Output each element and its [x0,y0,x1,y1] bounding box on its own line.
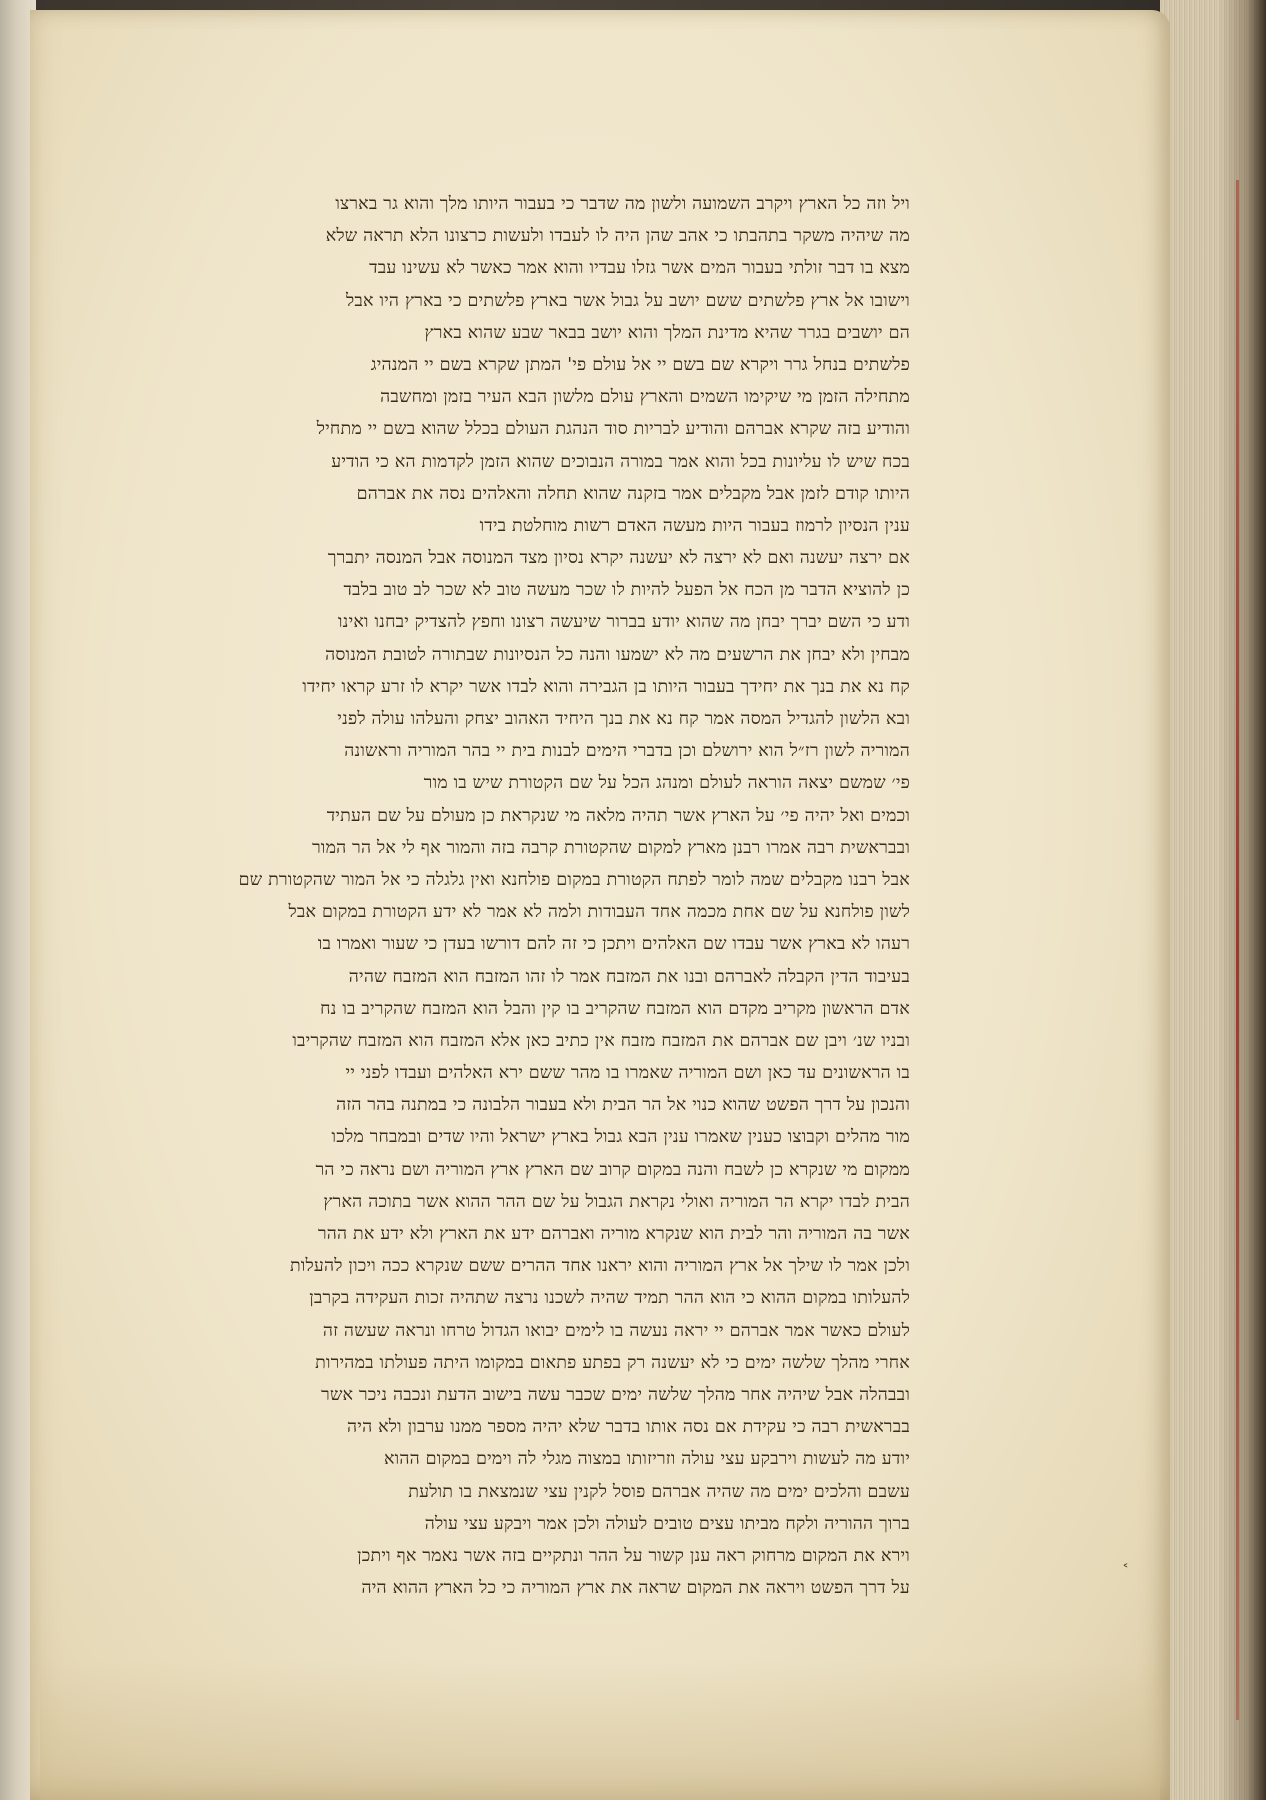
text-line: אבל רבנו מקבלים שמה לומר לפתח הקטורת במקום פולחנא ואין גלגלה כי אל המור שהקטורת שם [238,869,910,890]
text-line: בבראשית רבה כי עקידת אם נסה אותו בדבר שלא יהיה מספר ממנו ערבון ולא היה [347,1417,910,1438]
text-line: ובניו שנ׳ ויבן שם אברהם את המזבח מזבח אין כתיב כאן אלא המזבח הוא המזבח שהקריבו [292,1030,910,1051]
text-line: מצא בו דבר זולתי בעבור המים אשר גזלו עבדיו והוא אמר כאשר לא עשינו עבד [369,258,910,279]
text-line: המוריה לשון רז״ל הוא ירושלם וכן בדברי הימים לבנות בית יי בהר המוריה וראשונה [344,741,910,762]
text-line: לשון פולחנא על שם אחת מכמה אחד העבודות ולמה לא אמר לא ידע הקטורת במקום אבל [288,902,910,923]
text-line: מור מהלים וקבוצו כענין שאמרו ענין הבא גבול בארץ ישראל והיו שדים ובמבחר מלכו [331,1127,910,1148]
page-edges-shadow [1218,0,1266,1800]
text-line: וישובו אל ארץ פלשתים ששם יושב על גבול אשר בארץ פלשתים כי בארץ היו אבל [345,290,910,311]
text-line: והודיע בזה שקרא אברהם והודיע לבריות סוד הנהגת העולם בכלל שהוא בשם יי מתחיל [316,419,910,440]
text-line: אחרי מהלך שלשה ימים כי לא יעשנה רק בפתע פתאום במקומו היתה פעולתו במהירות [315,1352,910,1373]
text-line: היותו קודם לזמן אבל מקבלים אמר בזקנה שהוא תחלה והאלהים נסה את אברהם [356,483,910,504]
text-line: ויל וזה כל הארץ ויקרב השמועה ולשון מה שדבר כי בעבור היותו מלך והוא גר בארצו [335,194,910,214]
text-line: הם יושבים בגרר שהיא מדינת המלך והוא יושב בבאר שבע שהוא בארץ [424,322,910,343]
text-line: הבית לבדו יקרא הר המוריה ואולי נקראת הגבול על שם ההר ההוא אשר בתוכה הארץ [323,1191,910,1212]
text-line: וירא את המקום מרחוק ראה ענן קשור על ההר ונתקיים בזה אשר נאמר אף ויתכן [357,1545,910,1566]
text-line: רעהו לא בארץ אשר עבדו שם האלהים ויתכן כי זה להם דורשו בעדן כי שעור ואמרו בו [317,934,910,955]
text-line: אדם הראשון מקריב מקדם הוא המזבח שהקריב בו קין והבל הוא המזבח שהקריב בו נח [320,998,910,1019]
text-line: להעלותו במקום ההוא כי הוא ההר תמיד שהיה לשכנו נרצה שתהיה זכות העקידה בקרבן [309,1288,910,1309]
hebrew-text-block [180,188,910,1604]
text-line: לעולם כאשר אמר אברהם יי יראה נעשה בו לימים יבואו הגדול טרחו ונראה שעשה זה [322,1320,910,1341]
text-line: ולכן אמר לו שילך אל ארץ המוריה והוא יראנו אחד ההרים ששם שנקרא ככה ויכון להעלות [289,1256,910,1277]
text-line: ודע כי השם יברך יבחן מה שהוא יודע בברור שיעשה רצונו וחפץ להצדיק יבחנו ואינו [338,612,910,633]
text-line: ובבראשית רבה אמרו רבנן מארץ למקום שהקטורת קרבה בזה והמור אף לי אל הר המור [312,837,910,858]
text-line: עשבם והלכים ימים מה שהיה אברהם פוסל לקנין עצי שנמצאת בו תולעת [408,1481,910,1502]
text-line: והנכון על דרך הפשט שהוא כנוי אל הר הבית ולא בעבור הלבונה כי במתנה בהר הזה [336,1095,910,1116]
text-line: כן להוציא הדבר מן הכח אל הפעל להיות לו שכר מעשה טוב לא שכר לב טוב בלבד [343,580,910,601]
text-line: פי׳ שמשם יצאה הוראה לעולם ומנהג הכל על שם הקטורת שיש בו מור [423,773,910,794]
text-line: בכח שיש לו עליונות בכל והוא אמר במורה הנבוכים שהוא הזמן לקדמות הא כי הודיע [331,451,910,472]
marginal-mark: ˂ [1122,1563,1129,1579]
text-line: יודע מה לעשות וירבקע עצי עולה וזריזותו במצוה מגלי לה וימים במקום ההוא [383,1449,910,1470]
text-line: על דרך הפשט ויראה את המקום שראה את ארץ המוריה כי כל הארץ ההוא היה [361,1578,910,1599]
red-page-edge [1236,180,1239,1720]
text-line: וכמים ואל יהיה פי׳ על הארץ אשר תהיה מלאה מי שנקראת כן מעולם על שם העתיד [326,805,910,826]
text-line: ממקום מי שנקרא כן לשבח והנה במקום קרוב שם הארץ ארץ המוריה ושם נראה כי הר [315,1159,910,1180]
text-line: ברוך ההוריה ולקח מביתו עצים טובים לעולה ולכן אמר ויבקע עצי עולה [424,1513,910,1534]
text-line: ובא הלשון להגדיל המסה אמר קח נא את בנך היחיד האהוב יצחק והעלהו עולה לפני [337,709,910,729]
text-line: ענין הנסיון לרמוז בעבור היות מעשה האדם רשות מוחלטת בידו [479,515,910,536]
text-line: מה שיהיה משקר בתהבתו כי אהב שהן היה לו לעבדו ולעשות כרצונו הלא תראה שלא [325,226,910,247]
text-line: פלשתים בנחל גרר ויקרא שם בשם יי אל עולם פי' המתן שקרא בשם יי המנהיג [370,354,910,375]
text-line: אשר בה המוריה והר לבית הוא שנקרא מוריה ואברהם ידע את הארץ ולא ידע את ההר [317,1224,910,1244]
text-line: מבחין ולא יבחן את הרשעים מה לא ישמעו והנה כל הנסיונות שבתורה לטובת המנוסה [325,644,910,665]
text-line: מתחילה הזמן מי שיקימו השמים והארץ עולם מלשון הבא העיר בזמן ומחשבה [380,387,910,408]
text-line: בעיבוד הדין הקבלה לאברהם ובנו את המזבח אמר לו זהו המזבח הוא המזבח שהיה [348,966,910,987]
text-line: קח נא את בנך את יחידך בעבור היותו בן הגבירה והוא לבדו אשר יקרא לו זרע קראו יחידו [302,676,910,697]
text-line: אם ירצה יעשנה ואם לא ירצה לא יעשנה יקרא נסיון מצד המנוסה אבל המנסה יתברך [327,548,910,569]
water-stain [40,1660,1160,1800]
text-line: ובבהלה אבל שיהיה אחר מהלך שלשה ימים שכבר עשה בישוב הדעת ונכבה ניכר אשר [321,1384,910,1405]
text-line: בו הראשונים עד כאן ושם המוריה שאמרו בו מהר ששם ירא האלהים ועבדו לפני יי [345,1063,910,1084]
